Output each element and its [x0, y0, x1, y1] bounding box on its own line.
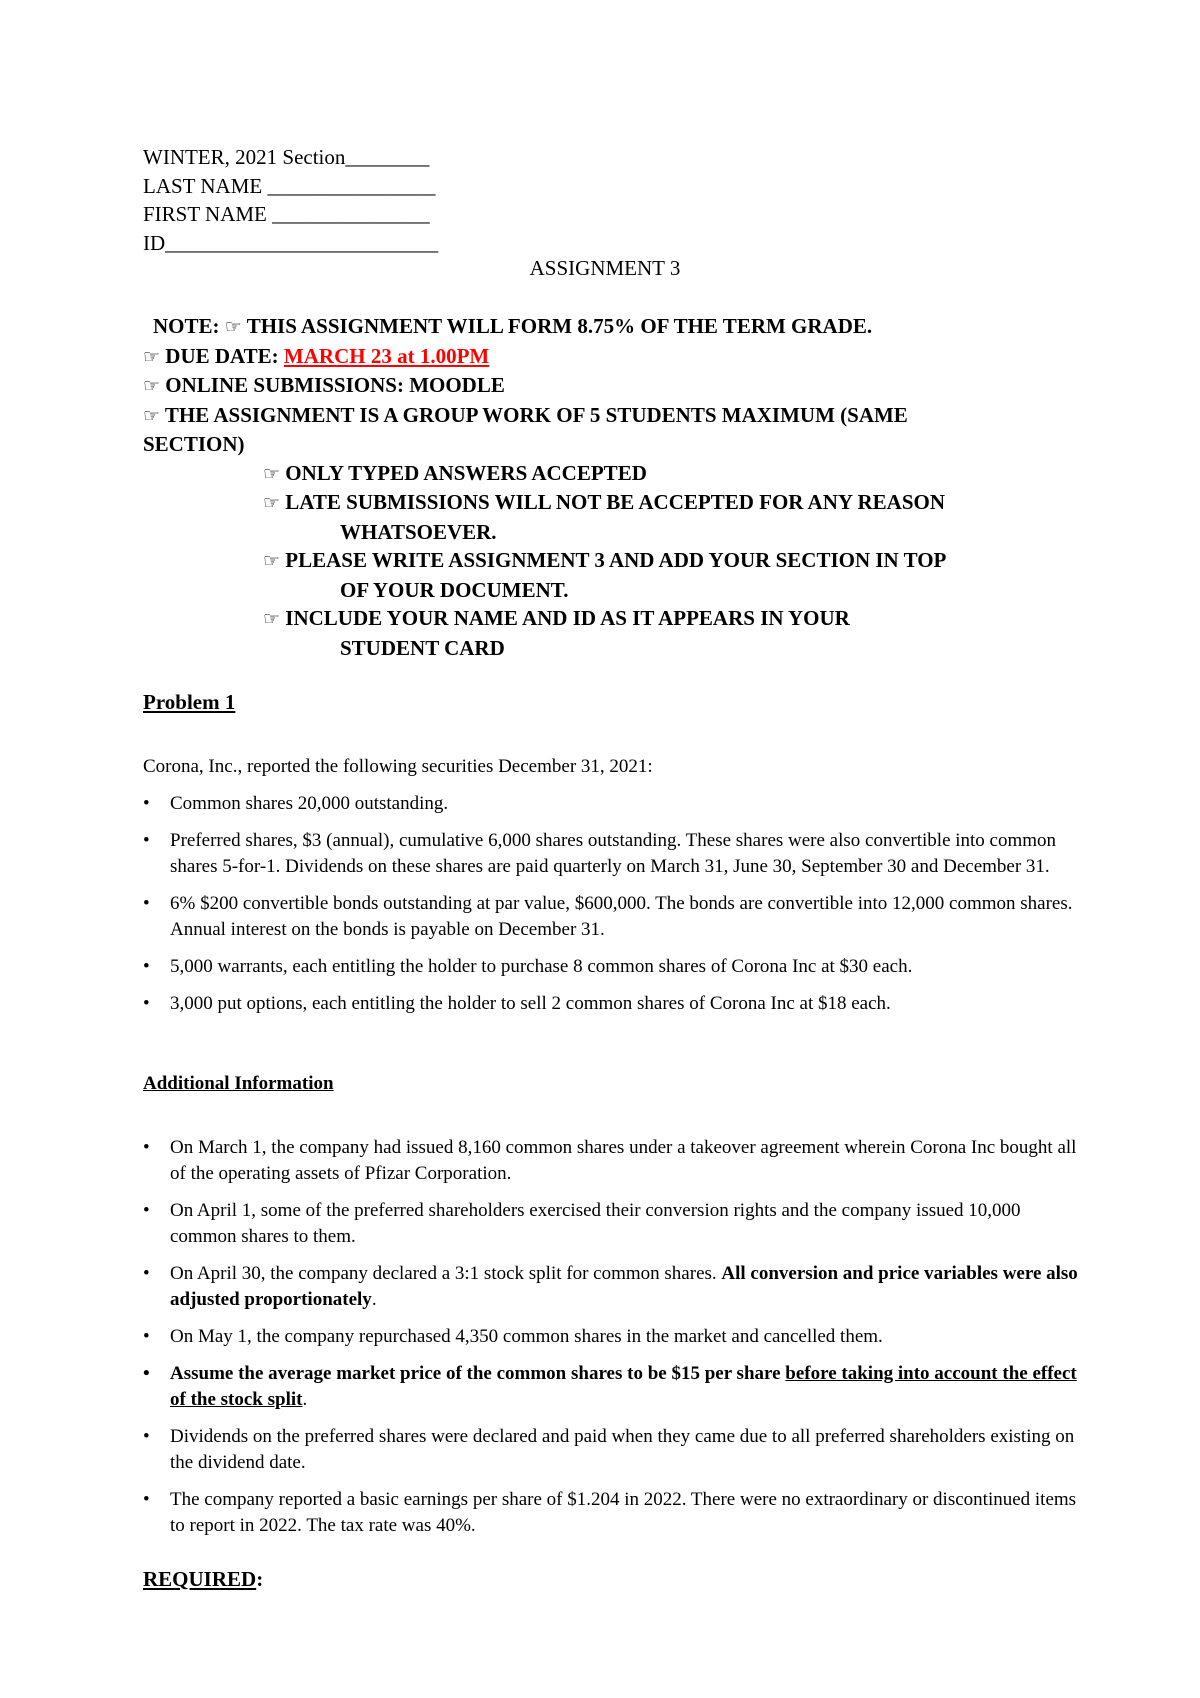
additional-item-text: On May 1, the company repurchased 4,350 common shares in the market and cancelled them.: [170, 1326, 883, 1347]
group-work-text-1: THE ASSIGNMENT IS A GROUP WORK OF 5 STUDENTS MAXIMUM (SAME: [164, 402, 908, 427]
additional-item-text: The company reported a basic earnings per share of $1.204 in 2022. There were no extraordinary or discontinued items to report in 2022. The tax rate was 40%.: [170, 1489, 1077, 1536]
list-item: [143, 828, 1078, 880]
bullet-icon: •: [143, 1263, 150, 1284]
additional-item-underlined: before taking into account the effect of the stock split: [170, 1363, 1077, 1410]
assignment-notes: [143, 312, 1083, 662]
additional-information-heading: Additional Information: [143, 1073, 334, 1094]
required-label: REQUIRED: [143, 1567, 257, 1591]
bullet-icon: •: [143, 830, 150, 851]
id-line: ID__________________________: [143, 230, 439, 255]
problem-1-heading: Problem 1: [143, 690, 236, 714]
list-item: [143, 1198, 1078, 1250]
security-text: 6% $200 convertible bonds outstanding at par value, $600,000. The bonds are convertible into 12,000 common shares. Annual interest on the bonds is payable on December 31.: [170, 893, 1073, 940]
bullet-icon: •: [143, 956, 150, 977]
security-text: 5,000 warrants, each entitling the holder to purchase 8 common shares of Corona Inc at $30 each.: [170, 956, 913, 977]
problem-1-intro: Corona, Inc., reported the following securities December 31, 2021:: [143, 756, 653, 777]
pointing-hand-icon: ☞: [143, 345, 161, 368]
additional-item-text: Dividends on the preferred shares were declared and paid when they came due to all preferred shareholders existing on the dividend date.: [170, 1426, 1075, 1473]
last-name-line: LAST NAME ________________: [143, 173, 436, 198]
typed-answers-text: ONLY TYPED ANSWERS ACCEPTED: [285, 460, 647, 485]
bullet-icon: •: [143, 1200, 150, 1221]
first-name-line: FIRST NAME _______________: [143, 202, 430, 226]
note-write-assignment: [170, 546, 1083, 604]
write-assignment-text-2: OF YOUR DOCUMENT.: [340, 577, 569, 602]
note-online-submission: [143, 371, 1083, 401]
late-submissions-text-1: LATE SUBMISSIONS WILL NOT BE ACCEPTED FOR ANY REASON: [285, 490, 946, 514]
bullet-icon: •: [143, 1363, 150, 1384]
list-item: [143, 954, 1078, 980]
additional-item-text: On April 1, some of the preferred shareholders exercised their conversion rights and the company issued 10,000 common shares to them.: [170, 1200, 1021, 1247]
note-typed-answers: [170, 459, 1083, 489]
security-text: Preferred shares, $3 (annual), cumulative 6,000 shares outstanding. These shares were also convertible into common shares 5-for-1. Dividends on these shares are paid quarterly on March 31, June 30, September 30 and December 31.: [170, 830, 1057, 877]
include-name-text-2: STUDENT CARD: [340, 635, 505, 660]
due-date-label: DUE DATE:: [165, 343, 284, 368]
securities-list: [143, 791, 1078, 1028]
note-text: THIS ASSIGNMENT WILL FORM 8.75% OF THE TERM GRADE.: [246, 314, 873, 338]
pointing-hand-icon: ☞: [263, 608, 281, 630]
list-item: [143, 1324, 1078, 1350]
additional-item-text: On April 30, the company declared a 3:1 stock split for common shares.: [170, 1263, 722, 1284]
list-item: [143, 1135, 1078, 1187]
list-item: [143, 891, 1078, 943]
additional-information-list: [143, 1135, 1078, 1550]
student-info-header: [143, 143, 438, 257]
assignment-title-row: [0, 256, 1200, 281]
additional-item-emphasis: All conversion and price variables were also adjusted proportionately: [170, 1263, 1078, 1310]
assignment-title: ASSIGNMENT 3: [529, 256, 681, 280]
list-item: [143, 791, 1078, 817]
write-assignment-text-1: PLEASE WRITE ASSIGNMENT 3 AND ADD YOUR SECTION IN TOP: [285, 548, 947, 572]
bullet-icon: •: [143, 1426, 150, 1447]
list-item: [143, 1261, 1078, 1313]
include-name-text-1: INCLUDE YOUR NAME AND ID AS IT APPEARS IN YOUR: [285, 606, 850, 630]
section-line: WINTER, 2021 Section________: [143, 145, 430, 169]
pointing-hand-icon: ☞: [263, 492, 281, 514]
pointing-hand-icon: ☞: [143, 375, 161, 397]
note-group-work: [143, 401, 1083, 459]
bullet-icon: •: [143, 993, 150, 1014]
pointing-hand-icon: ☞: [224, 316, 242, 338]
additional-item-text: On March 1, the company had issued 8,160 common shares under a takeover agreement wherein Corona Inc bought all of the operating assets of Pfizar Corporation.: [170, 1137, 1077, 1184]
note-grade-weight: [143, 312, 1083, 342]
additional-item-end: .: [371, 1289, 377, 1310]
note-due-date: [143, 342, 1083, 372]
list-item: [143, 1361, 1078, 1413]
due-date-value: MARCH 23 at 1.00PM: [283, 343, 490, 368]
pointing-hand-icon: ☞: [143, 404, 161, 427]
bullet-icon: •: [143, 1326, 150, 1347]
list-item: [143, 1487, 1078, 1539]
bullet-icon: •: [143, 893, 150, 914]
security-text: 3,000 put options, each entitling the holder to sell 2 common shares of Corona Inc at $18 each.: [170, 993, 891, 1014]
additional-item-end: .: [302, 1389, 308, 1410]
note-include-name: [170, 604, 1083, 662]
security-text: Common shares 20,000 outstanding.: [170, 793, 449, 814]
pointing-hand-icon: ☞: [263, 550, 281, 572]
online-submission-text: ONLINE SUBMISSIONS: MOODLE: [165, 373, 505, 397]
list-item: [143, 991, 1078, 1017]
list-item: [143, 1424, 1078, 1476]
bullet-icon: •: [143, 1489, 150, 1510]
bullet-icon: •: [143, 793, 150, 814]
bullet-icon: •: [143, 1137, 150, 1158]
note-label: NOTE:: [153, 314, 225, 338]
note-late-submissions: [170, 488, 1083, 546]
required-colon: :: [256, 1567, 264, 1591]
additional-item-emphasis: Assume the average market price of the common shares to be $15 per share: [170, 1363, 786, 1384]
late-submissions-text-2: WHATSOEVER.: [340, 519, 497, 544]
required-heading: [143, 1567, 263, 1592]
pointing-hand-icon: ☞: [263, 462, 281, 485]
group-work-text-2: SECTION): [143, 432, 245, 456]
